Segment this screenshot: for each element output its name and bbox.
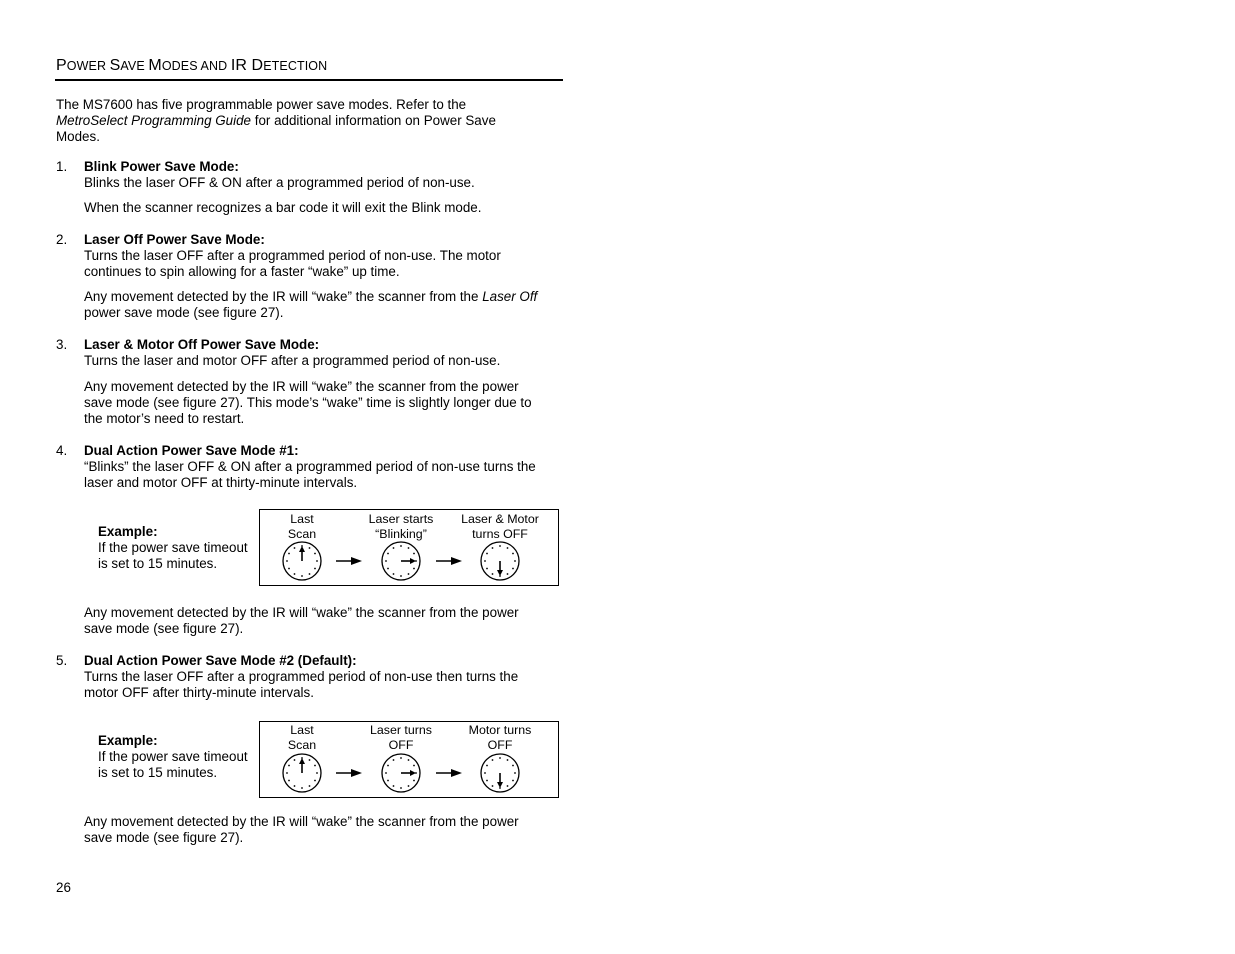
item-2-number: 2. [56,232,68,247]
arrow-right-icon [336,557,362,565]
clock-diagram-2 [260,722,558,797]
item-5: Dual Action Power Save Mode #2 (Default): Turns the laser OFF after a programmed period of non-use then turns the motor OFF after thirty-minute intervals. [84,653,566,702]
clock-icon [283,754,321,792]
arrow-right-icon [436,769,462,777]
clock-icon [283,542,321,580]
item-4-heading: Dual Action Power Save Mode #1: [84,443,299,458]
clock-2-label: Laser starts “Blinking” [368,512,434,541]
clock-3-label: Motor turns OFF [468,723,532,752]
intro-paragraph: The MS7600 has five programmable power save modes. Refer to the MetroSelect Programming Guide for additional information on Power Save Modes. [56,97,496,145]
example-1-diagram [259,509,559,586]
example-1-text: Example: If the power save timeout is set to 15 minutes. [98,524,248,572]
item-1-heading: Blink Power Save Mode: [84,159,239,174]
example-2-text: Example: If the power save timeout is set to 15 minutes. [98,733,248,781]
item-4-note: Any movement detected by the IR will “wake” the scanner from the power save mode (see figure 27). [84,605,519,637]
item-2-heading: Laser Off Power Save Mode: [84,232,265,247]
clock-icon [382,754,420,792]
clock-3-label: Laser & Motor turns OFF [461,512,539,541]
item-3: Laser & Motor Off Power Save Mode: Turns the laser and motor OFF after a programmed period of non-use. [84,337,566,369]
arrow-right-icon [336,769,362,777]
item-3-heading: Laser & Motor Off Power Save Mode: [84,337,320,352]
example-2-diagram [259,721,559,798]
item-5-number: 5. [56,653,68,668]
page-title: POWER SAVE MODES AND IR DETECTION [56,57,328,74]
title-rule [55,79,563,81]
page-number: 26 [56,880,71,895]
item-4: Dual Action Power Save Mode #1: “Blinks” the laser OFF & ON after a programmed period of non-use turns the laser and motor OFF at thirty-minute intervals. [84,443,566,492]
clock-icon [382,542,420,580]
item-3-note: Any movement detected by the IR will “wake” the scanner from the power save mode (see figure 27). This mode’s “wake” time is slightly longer due to the motor’s need to restart. [84,379,532,427]
item-1-number: 1. [56,159,68,174]
arrow-right-icon [436,557,462,565]
clock-1-label: Last Scan [287,723,317,752]
item-5-note: Any movement detected by the IR will “wake” the scanner from the power save mode (see figure 27). [84,814,519,846]
item-2-note: Any movement detected by the IR will “wake” the scanner from the Laser Off power save mode (see figure 27). [84,289,538,321]
clock-2-label: Laser turns OFF [370,723,432,752]
clock-diagram-1 [260,510,558,585]
clock-1-label: Last Scan [287,512,317,541]
item-5-heading: Dual Action Power Save Mode #2 (Default): [84,653,357,668]
item-1: Blink Power Save Mode: Blinks the laser OFF & ON after a programmed period of non-use. [84,159,566,191]
clock-icon [481,542,519,580]
item-3-number: 3. [56,337,68,352]
item-2: Laser Off Power Save Mode: Turns the laser OFF after a programmed period of non-use. The motor continues to spin allowing for a faster “wake” up time. [84,232,566,281]
item-4-number: 4. [56,443,68,458]
clock-icon [481,754,519,792]
item-1-note: When the scanner recognizes a bar code it will exit the Blink mode. [84,200,482,215]
